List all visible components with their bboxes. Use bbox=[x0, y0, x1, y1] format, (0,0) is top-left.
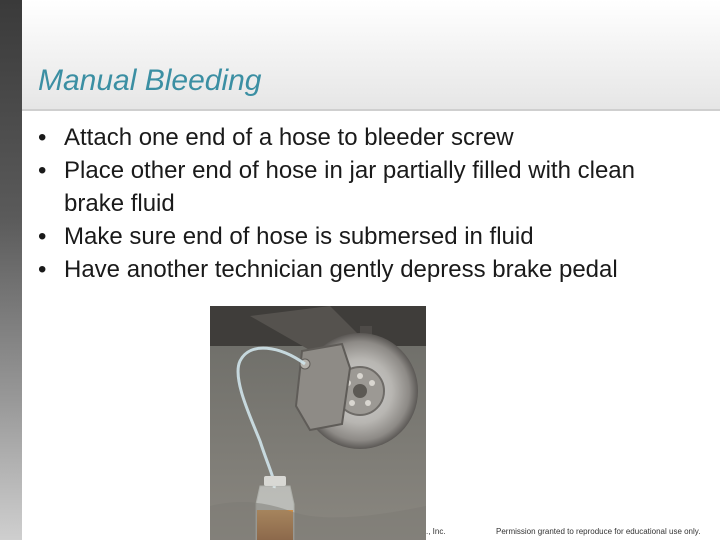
bullet-list bbox=[38, 121, 678, 286]
bullet-text: Place other end of hose in jar partially filled with clean brake fluid bbox=[64, 157, 635, 217]
bullet-text: Have another technician gently depress brake pedal bbox=[64, 256, 618, 283]
brake-caliper bbox=[296, 344, 350, 430]
bullet-marker: • bbox=[38, 223, 47, 250]
lug-stud bbox=[365, 400, 371, 406]
bullet-marker: • bbox=[38, 157, 47, 184]
bullet-item bbox=[38, 220, 678, 253]
slide-left-accent-bar bbox=[0, 0, 22, 540]
bottle-cap bbox=[264, 476, 286, 486]
slide-title: Manual Bleeding bbox=[38, 64, 262, 97]
bullet-marker: • bbox=[38, 256, 47, 283]
bullet-marker: • bbox=[38, 124, 47, 151]
brake-bleeding-photo bbox=[210, 306, 426, 540]
bullet-text: Attach one end of a hose to bleeder screw bbox=[64, 124, 514, 151]
footer-permission-note: Permission granted to reproduce for educational use only. bbox=[496, 527, 701, 536]
bullet-text: Make sure end of hose is submersed in fluid bbox=[64, 223, 534, 250]
bullet-item bbox=[38, 253, 678, 286]
hub-center bbox=[353, 384, 367, 398]
footer-copyright-fragment: ., Inc. bbox=[426, 527, 446, 536]
lug-stud bbox=[369, 380, 375, 386]
bullet-item bbox=[38, 154, 678, 220]
lug-stud bbox=[349, 400, 355, 406]
bullet-item bbox=[38, 121, 678, 154]
lug-stud bbox=[357, 373, 363, 379]
